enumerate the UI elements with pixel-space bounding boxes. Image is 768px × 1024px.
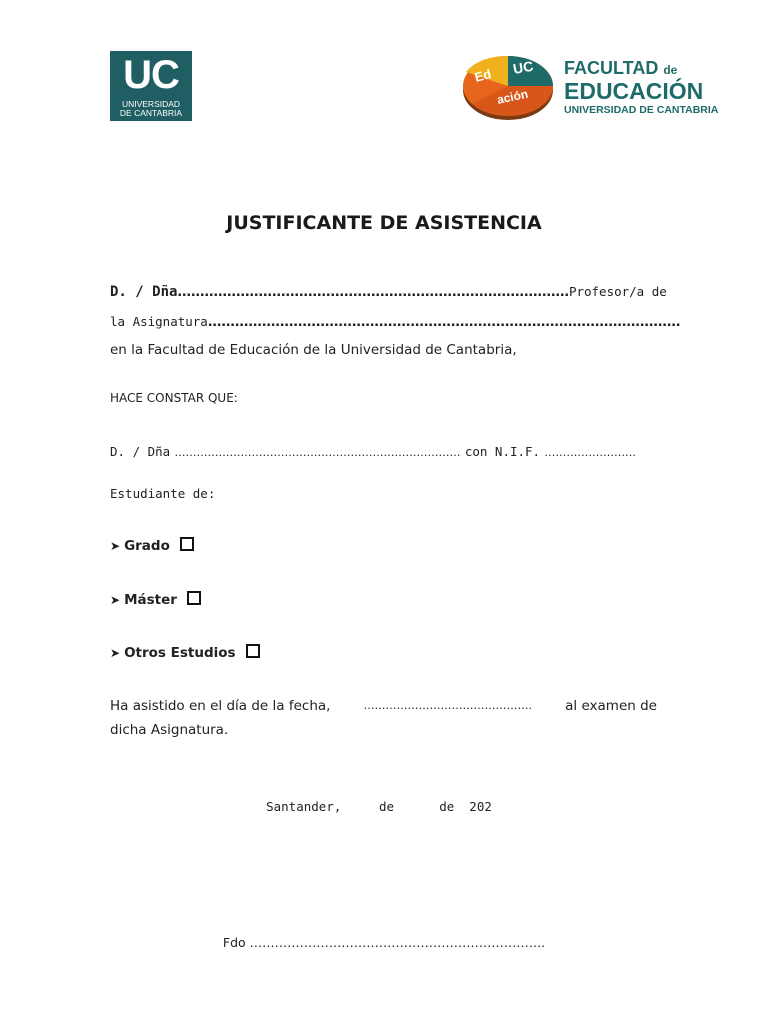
subject-line — [110, 313, 681, 331]
subject-name-dots: …………………………………………………………………………………………… — [207, 314, 681, 330]
signature-line: Fdo …………………………………………………………….. — [222, 935, 546, 950]
certify-heading: HACE CONSTAR QUE: — [110, 391, 238, 405]
option-grado — [110, 537, 194, 555]
uc-logo-line1: UNIVERSIDAD — [121, 99, 181, 109]
option-otros — [110, 644, 260, 662]
teacher-name-dots: …………………………………………………………………………… — [177, 284, 569, 300]
option-master-label: Máster — [124, 592, 177, 608]
faculty-logo-text — [564, 58, 718, 117]
emblem-ed-text: Ed — [472, 66, 493, 85]
master-checkbox[interactable] — [187, 591, 201, 605]
teacher-role: Profesor/a de — [568, 284, 667, 299]
uc-logo-letters: UC — [123, 53, 179, 97]
student-of-label: Estudiante de: — [110, 486, 216, 501]
arrow-icon: ➤ — [110, 539, 121, 553]
nif-label: con N.I.F. — [464, 444, 541, 459]
arrow-icon: ➤ — [110, 593, 121, 607]
subject-label: la Asignatura — [110, 314, 208, 329]
attended-end: al examen de — [565, 698, 657, 714]
attended-date-dots: ………………………………………. — [363, 699, 533, 712]
teacher-line — [110, 283, 667, 301]
arrow-icon: ➤ — [110, 646, 121, 660]
option-grado-label: Grado — [124, 538, 170, 554]
student-name-dots: …………………………………………………………………… — [174, 446, 461, 459]
uc-logo-line2: DE CANTABRIA — [119, 108, 183, 118]
faculty-logo-line1: FACULTAD de — [564, 58, 678, 78]
universidad-cantabria-logo — [110, 51, 192, 121]
otros-checkbox[interactable] — [246, 644, 260, 658]
nif-dots: ……………………. — [544, 446, 636, 459]
emblem-uc-text: UC — [511, 57, 535, 77]
attended-line — [110, 697, 657, 715]
emblem-acion-text: ación — [495, 86, 530, 107]
attended-start: Ha asistido en el día de la fecha, — [110, 698, 331, 714]
option-otros-label: Otros Estudios — [124, 645, 236, 661]
attended-line2: dicha Asignatura. — [110, 722, 229, 738]
faculty-emblem-icon — [462, 50, 556, 122]
faculty-line: en la Facultad de Educación de la Universidad de Cantabria, — [110, 342, 517, 358]
document-title: JUSTIFICANTE DE ASISTENCIA — [226, 212, 542, 234]
teacher-label: D. / Dña — [110, 284, 178, 300]
place-date: Santander, de de 202 — [266, 799, 492, 814]
grado-checkbox[interactable] — [180, 537, 194, 551]
faculty-logo-line3: UNIVERSIDAD DE CANTABRIA — [564, 104, 719, 116]
student-line — [110, 443, 657, 462]
student-label: D. / Dña — [110, 444, 171, 459]
faculty-logo-line2: EDUCACIÓN — [564, 78, 704, 104]
option-master — [110, 591, 201, 609]
